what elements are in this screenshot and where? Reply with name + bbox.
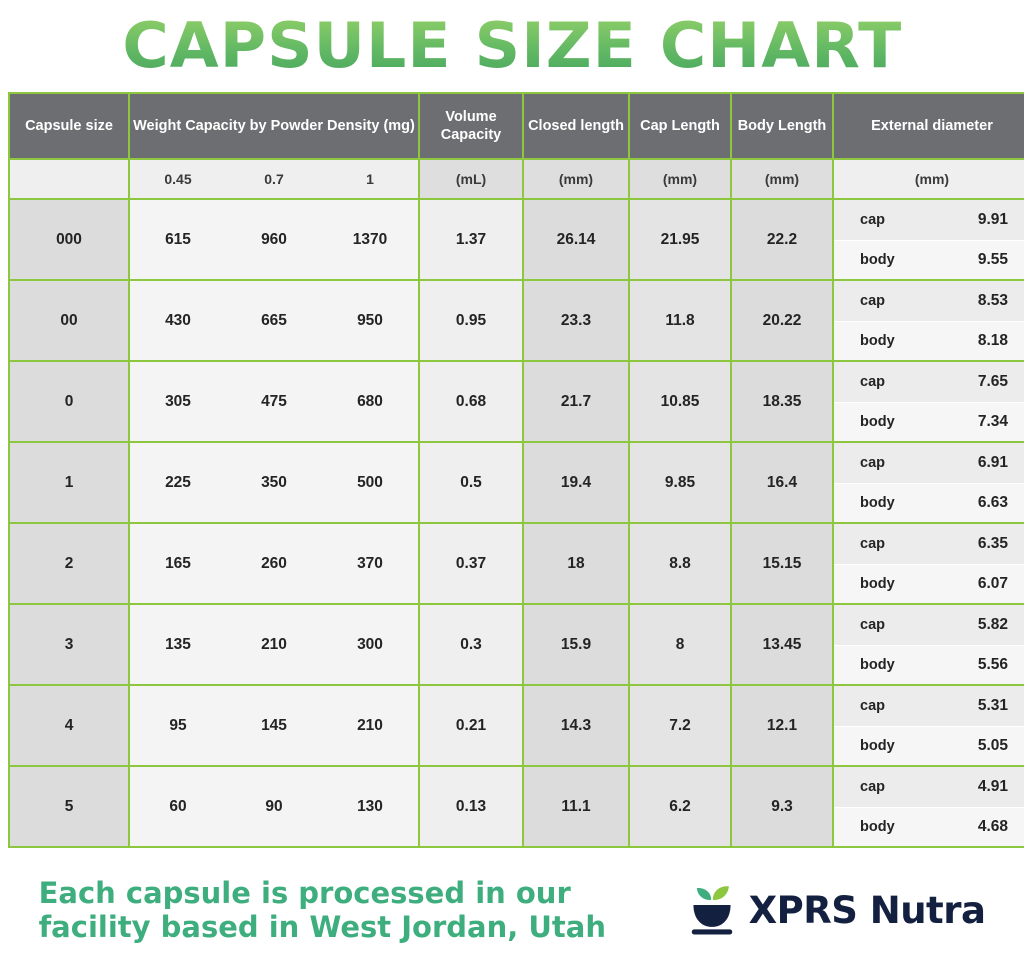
- ext-body-value: 6.63: [977, 493, 1008, 511]
- ext-cap-label: cap: [860, 535, 885, 552]
- ext-body-value: 9.55: [977, 250, 1008, 268]
- capsule-size-table: [8, 92, 1024, 848]
- ext-cap-row: [834, 443, 1024, 483]
- cell-weight-07: 665: [261, 311, 287, 329]
- ext-cap-value: 6.35: [977, 534, 1008, 552]
- cell-body-length: 9.3: [731, 766, 833, 847]
- unit-density-1: 1: [366, 171, 374, 187]
- unit-density-045: 0.45: [164, 171, 192, 187]
- units-cap: (mm): [629, 159, 731, 199]
- ext-cap-value: 6.91: [977, 453, 1008, 471]
- table-body: [9, 159, 1024, 847]
- cell-external-diameter: [833, 685, 1024, 766]
- ext-cap-row: [834, 281, 1024, 321]
- ext-body-row: [834, 726, 1024, 766]
- cell-volume: 0.21: [419, 685, 523, 766]
- header-closed-length: Closed length: [523, 93, 629, 159]
- cell-cap-length: 7.2: [629, 685, 731, 766]
- ext-cap-label: cap: [860, 778, 885, 795]
- ext-cap-label: cap: [860, 292, 885, 309]
- page-title: CAPSULE SIZE CHART: [122, 9, 902, 82]
- cell-size: 4: [9, 685, 129, 766]
- cell-weight-045: 225: [165, 473, 191, 491]
- ext-body-label: body: [860, 575, 895, 592]
- table-row: [9, 523, 1024, 604]
- cell-size: 000: [9, 199, 129, 280]
- cell-weight-1: 680: [357, 392, 383, 410]
- units-row: [9, 159, 1024, 199]
- ext-body-value: 4.68: [977, 817, 1008, 835]
- cell-external-diameter: [833, 766, 1024, 847]
- cell-body-length: 18.35: [731, 361, 833, 442]
- table-row: [9, 280, 1024, 361]
- cell-weights: [129, 766, 419, 847]
- cell-weight-045: 615: [165, 230, 191, 248]
- ext-body-value: 5.56: [977, 655, 1008, 673]
- ext-cap-label: cap: [860, 616, 885, 633]
- cell-closed-length: 15.9: [523, 604, 629, 685]
- cell-size: 1: [9, 442, 129, 523]
- cell-weight-07: 260: [261, 554, 287, 572]
- cell-closed-length: 23.3: [523, 280, 629, 361]
- brand-logo: [685, 883, 986, 937]
- ext-cap-row: [834, 524, 1024, 564]
- ext-cap-value: 4.91: [977, 777, 1008, 795]
- cell-cap-length: 8.8: [629, 523, 731, 604]
- cell-size: 00: [9, 280, 129, 361]
- cell-cap-length: 11.8: [629, 280, 731, 361]
- ext-body-row: [834, 807, 1024, 847]
- cell-size: 3: [9, 604, 129, 685]
- header-cap-length: Cap Length: [629, 93, 731, 159]
- ext-body-row: [834, 645, 1024, 685]
- cell-size: 2: [9, 523, 129, 604]
- ext-cap-value: 5.31: [977, 696, 1008, 714]
- header-row: [9, 93, 1024, 159]
- ext-body-label: body: [860, 332, 895, 349]
- ext-cap-value: 7.65: [977, 372, 1008, 390]
- ext-body-label: body: [860, 413, 895, 430]
- cell-closed-length: 18: [523, 523, 629, 604]
- cell-body-length: 16.4: [731, 442, 833, 523]
- ext-body-label: body: [860, 251, 895, 268]
- units-body: (mm): [731, 159, 833, 199]
- cell-volume: 0.5: [419, 442, 523, 523]
- cell-body-length: 15.15: [731, 523, 833, 604]
- ext-body-value: 8.18: [977, 331, 1008, 349]
- header-volume-capacity: Volume Capacity: [419, 93, 523, 159]
- cell-weight-07: 90: [265, 797, 283, 815]
- cell-weight-1: 500: [357, 473, 383, 491]
- leaf-mortar-icon: [685, 883, 739, 937]
- ext-body-row: [834, 240, 1024, 280]
- cell-cap-length: 8: [629, 604, 731, 685]
- table-head: [9, 93, 1024, 159]
- table-row: [9, 766, 1024, 847]
- cell-weights: [129, 685, 419, 766]
- cell-weight-045: 305: [165, 392, 191, 410]
- cell-external-diameter: [833, 523, 1024, 604]
- ext-cap-value: 5.82: [977, 615, 1008, 633]
- cell-body-length: 13.45: [731, 604, 833, 685]
- cell-volume: 1.37: [419, 199, 523, 280]
- units-size-blank: [9, 159, 129, 199]
- cell-closed-length: 21.7: [523, 361, 629, 442]
- cell-weight-045: 165: [165, 554, 191, 572]
- ext-cap-row: [834, 200, 1024, 240]
- cell-weights: [129, 199, 419, 280]
- ext-body-label: body: [860, 494, 895, 511]
- cell-weights: [129, 604, 419, 685]
- cell-weight-07: 210: [261, 635, 287, 653]
- cell-weight-045: 95: [169, 716, 187, 734]
- header-weight-capacity: Weight Capacity by Powder Density (mg): [129, 93, 419, 159]
- ext-cap-row: [834, 686, 1024, 726]
- cell-size: 0: [9, 361, 129, 442]
- cell-closed-length: 14.3: [523, 685, 629, 766]
- cell-cap-length: 6.2: [629, 766, 731, 847]
- ext-body-label: body: [860, 737, 895, 754]
- ext-body-value: 7.34: [977, 412, 1008, 430]
- cell-weight-07: 475: [261, 392, 287, 410]
- cell-size: 5: [9, 766, 129, 847]
- ext-body-value: 5.05: [977, 736, 1008, 754]
- cell-weight-07: 350: [261, 473, 287, 491]
- table-row: [9, 361, 1024, 442]
- cell-closed-length: 19.4: [523, 442, 629, 523]
- ext-cap-value: 8.53: [977, 291, 1008, 309]
- ext-body-row: [834, 321, 1024, 361]
- table-row: [9, 442, 1024, 523]
- ext-cap-label: cap: [860, 697, 885, 714]
- units-densities: [129, 159, 419, 199]
- cell-weight-045: 60: [169, 797, 187, 815]
- table-row: [9, 199, 1024, 280]
- cell-weight-1: 950: [357, 311, 383, 329]
- cell-external-diameter: [833, 604, 1024, 685]
- cell-weight-07: 960: [261, 230, 287, 248]
- footer: [8, 848, 1016, 966]
- cell-external-diameter: [833, 199, 1024, 280]
- cell-closed-length: 26.14: [523, 199, 629, 280]
- cell-weight-1: 300: [357, 635, 383, 653]
- ext-body-value: 6.07: [977, 574, 1008, 592]
- ext-cap-row: [834, 767, 1024, 807]
- ext-cap-label: cap: [860, 211, 885, 228]
- footer-tagline: Each capsule is processed in our facility based in West Jordan, Utah: [38, 875, 606, 944]
- cell-volume: 0.95: [419, 280, 523, 361]
- ext-body-row: [834, 564, 1024, 604]
- units-closed: (mm): [523, 159, 629, 199]
- cell-weight-045: 135: [165, 635, 191, 653]
- ext-body-label: body: [860, 818, 895, 835]
- cell-body-length: 22.2: [731, 199, 833, 280]
- cell-closed-length: 11.1: [523, 766, 629, 847]
- cell-body-length: 12.1: [731, 685, 833, 766]
- header-body-length: Body Length: [731, 93, 833, 159]
- cell-weights: [129, 523, 419, 604]
- cell-weights: [129, 442, 419, 523]
- table-row: [9, 685, 1024, 766]
- cell-weight-1: 370: [357, 554, 383, 572]
- table-row: [9, 604, 1024, 685]
- ext-body-row: [834, 483, 1024, 523]
- brand-name: XPRS Nutra: [748, 888, 986, 932]
- cell-weight-07: 145: [261, 716, 287, 734]
- cell-volume: 0.3: [419, 604, 523, 685]
- cell-cap-length: 10.85: [629, 361, 731, 442]
- unit-density-07: 0.7: [264, 171, 284, 187]
- cell-weight-1: 130: [357, 797, 383, 815]
- cell-weight-045: 430: [165, 311, 191, 329]
- header-capsule-size: Capsule size: [9, 93, 129, 159]
- units-external: (mm): [833, 159, 1024, 199]
- header-external-diameter: External diameter: [833, 93, 1024, 159]
- cell-body-length: 20.22: [731, 280, 833, 361]
- cell-external-diameter: [833, 442, 1024, 523]
- title-area: [8, 0, 1016, 92]
- ext-cap-label: cap: [860, 373, 885, 390]
- cell-weights: [129, 280, 419, 361]
- ext-body-label: body: [860, 656, 895, 673]
- cell-weight-1: 210: [357, 716, 383, 734]
- units-volume: (mL): [419, 159, 523, 199]
- cell-volume: 0.13: [419, 766, 523, 847]
- cell-volume: 0.37: [419, 523, 523, 604]
- ext-cap-label: cap: [860, 454, 885, 471]
- cell-external-diameter: [833, 280, 1024, 361]
- cell-external-diameter: [833, 361, 1024, 442]
- cell-weights: [129, 361, 419, 442]
- cell-weight-1: 1370: [352, 230, 388, 248]
- cell-cap-length: 9.85: [629, 442, 731, 523]
- ext-cap-value: 9.91: [977, 210, 1008, 228]
- ext-body-row: [834, 402, 1024, 442]
- ext-cap-row: [834, 362, 1024, 402]
- ext-cap-row: [834, 605, 1024, 645]
- cell-volume: 0.68: [419, 361, 523, 442]
- cell-cap-length: 21.95: [629, 199, 731, 280]
